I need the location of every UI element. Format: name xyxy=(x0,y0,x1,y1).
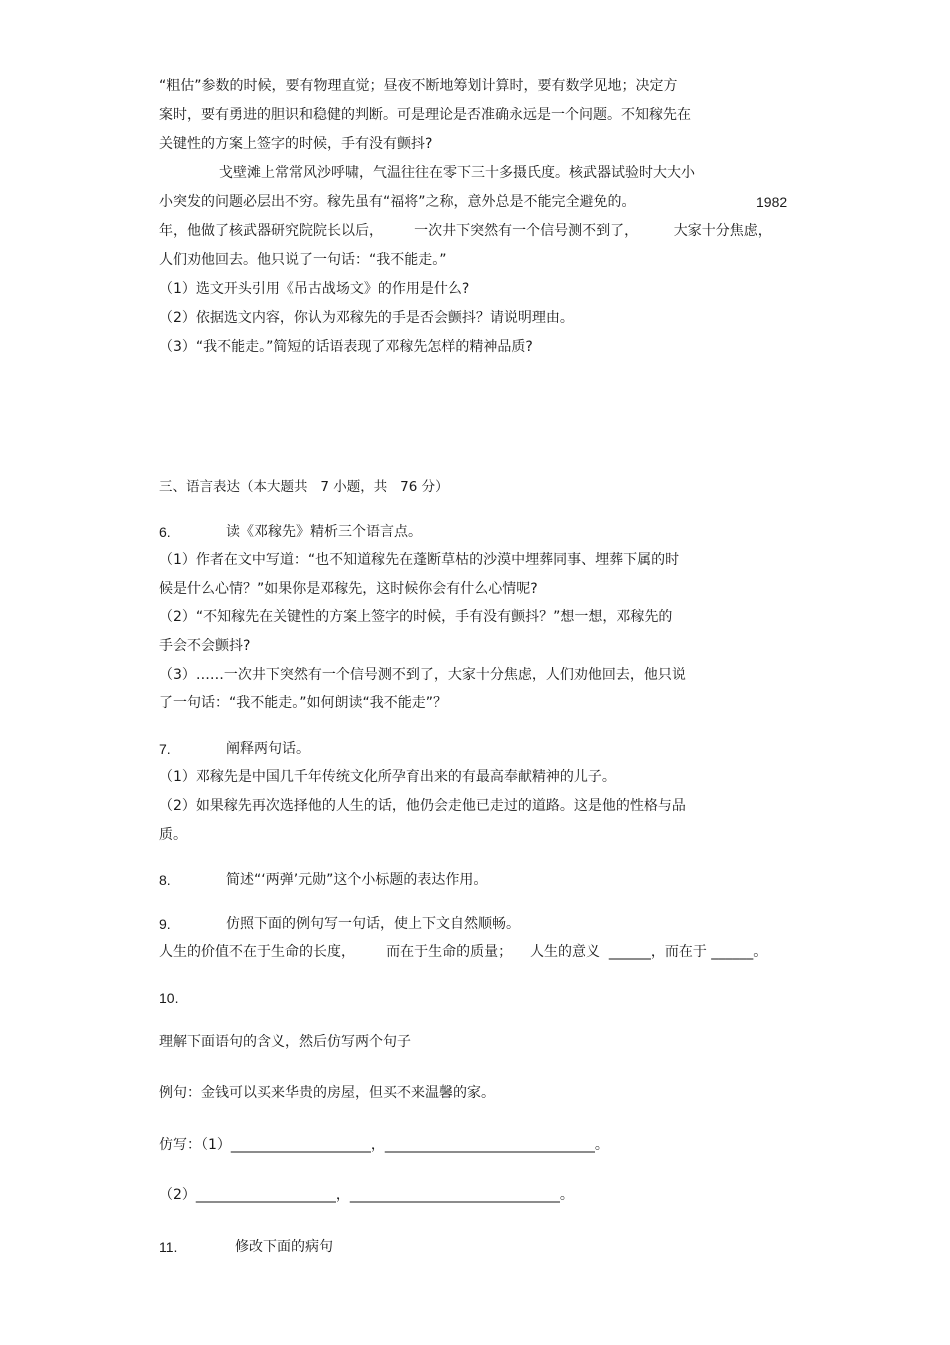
q9-title: 仿照下面的例句写一句话，使上下文自然顺畅。 xyxy=(226,916,520,932)
passage-year: 1982 xyxy=(756,194,788,210)
question-5-1: （1）选文开头引用《吊古战场文》的作用是什么? xyxy=(159,281,470,297)
q6-line-3: （2）“不知稼先在关键性的方案上签字的时候，手有没有颤抖？”想一想，邓稼先的 xyxy=(159,609,673,625)
q6-line-4: 手会不会颤抖? xyxy=(159,638,251,654)
q7-title: 阐释两句话。 xyxy=(226,741,310,757)
q7-line-1: （1）邓稼先是中国几千年传统文化所孕育出来的有最高奉献精神的儿子。 xyxy=(159,769,616,785)
q10-fill-1: 仿写：（1）____________________，______________________________。 xyxy=(159,1137,609,1153)
passage-line-7: 人们劝他回去。他只说了一句话：“我不能走。” xyxy=(159,252,447,268)
q9-number: 9. xyxy=(159,916,171,932)
q7-number: 7. xyxy=(159,741,171,757)
passage-line-2: 案时，要有勇进的胆识和稳健的判断。可是理论是否准确永远是一个问题。不知稼先在 xyxy=(159,107,691,123)
question-5-3: （3）“我不能走。”简短的话语表现了邓稼先怎样的精神品质? xyxy=(159,339,533,355)
question-5-2: （2）依据选文内容，你认为邓稼先的手是否会颤抖？请说明理由。 xyxy=(159,310,574,326)
q6-line-2: 候是什么心情？”如果你是邓稼先，这时候你会有什么心情呢? xyxy=(159,581,538,597)
passage-line-6: 年，他做了核武器研究院院长以后， 一次井下突然有一个信号测不到了， 大家十分焦虑， xyxy=(159,223,772,239)
passage-line-4: 戈壁滩上常常风沙呼啸，气温往往在零下三十多摄氏度。核武器试验时大大小 xyxy=(219,165,695,181)
q11-number: 11. xyxy=(159,1239,178,1255)
passage-line-1: “粗估”参数的时候，要有物理直觉；昼夜不断地筹划计算时，要有数学见地；决定方 xyxy=(159,78,678,94)
q6-number: 6. xyxy=(159,524,171,540)
q9-line: 人生的价值不在于生命的长度， 而在于生命的质量； 人生的意义 ______，而在于 ______。 xyxy=(159,944,768,960)
q10-number: 10. xyxy=(159,990,179,1006)
q10-intro: 理解下面语句的含义，然后仿写两个句子 xyxy=(159,1034,411,1050)
q6-line-6: 了一句话：“我不能走。”如何朗读“我不能走”？ xyxy=(159,695,448,711)
q6-title: 读《邓稼先》精析三个语言点。 xyxy=(226,524,422,540)
q6-line-5: （3）……一次井下突然有一个信号测不到了，大家十分焦虑，人们劝他回去，他只说 xyxy=(159,667,686,683)
passage-line-3: 关键性的方案上签字的时候，手有没有颤抖? xyxy=(159,136,433,152)
q11-title: 修改下面的病句 xyxy=(235,1239,333,1255)
q10-example: 例句：金钱可以买来华贵的房屋，但买不来温馨的家。 xyxy=(159,1085,495,1101)
q8-number: 8. xyxy=(159,872,171,888)
section-title: 三、语言表达（本大题共 7 小题，共 76 分） xyxy=(159,479,449,495)
q7-line-2: （2）如果稼先再次选择他的人生的话，他仍会走他已走过的道路。这是他的性格与品 xyxy=(159,798,686,814)
q6-line-1: （1）作者在文中写道：“也不知道稼先在蓬断草枯的沙漠中埋葬同事、埋葬下属的时 xyxy=(159,552,680,568)
q7-line-3: 质。 xyxy=(159,827,187,843)
q8-title: 简述“‘两弹’元勋”这个小标题的表达作用。 xyxy=(226,872,488,888)
passage-line-5: 小突发的问题必层出不穷。稼先虽有“福将”之称，意外总是不能完全避免的。 xyxy=(159,194,636,210)
q10-fill-2: （2）____________________，______________________________。 xyxy=(159,1187,574,1203)
